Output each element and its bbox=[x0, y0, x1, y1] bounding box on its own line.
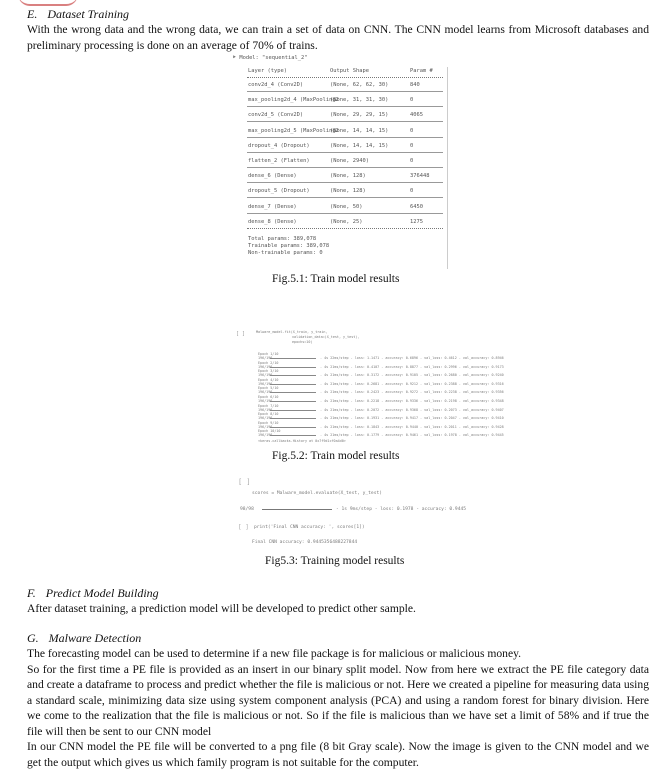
output-shape: (None, 25) bbox=[330, 218, 363, 225]
section-e-heading bbox=[27, 7, 129, 22]
output-shape: (None, 29, 29, 15) bbox=[330, 112, 389, 119]
epoch-metrics: - 4s 21ms/step - loss: 0.2072 - accuracy: 0.9368 - val_loss: 0.2073 - val_accuracy: 0.9407 bbox=[320, 407, 504, 412]
epoch-progress-bar bbox=[270, 427, 316, 428]
output-shape: (None, 128) bbox=[330, 188, 366, 195]
params-total-line: Total params: 389,078 bbox=[248, 236, 317, 242]
section-f-paragraph: After dataset training, a prediction model will be developed to predict other sample. bbox=[27, 602, 416, 615]
row-separator bbox=[247, 91, 443, 92]
epoch-progress-line bbox=[258, 416, 504, 421]
epoch-progress-line bbox=[258, 407, 504, 412]
section-g-paragraph-3: In our CNN model the PE file will be converted to a png file (8 bit Gray scale). Now the image is given to the CNN model and we get the output which gives us which family program is not suitable for the computer. bbox=[27, 740, 649, 769]
param-count: 840 bbox=[410, 82, 420, 88]
section-f-letter: F. bbox=[27, 586, 36, 600]
epoch-steps: 196/196 bbox=[258, 364, 273, 369]
model-summary-header: ⯈ Model: "sequential_2" bbox=[232, 55, 308, 61]
model-summary-table bbox=[245, 67, 448, 269]
epoch-progress-bar bbox=[270, 435, 316, 436]
epoch-label: Epoch 2/10 bbox=[258, 360, 279, 365]
epoch-progress-line bbox=[258, 373, 504, 378]
print-code: print('Final CNN accuracy: ', scores[1]) bbox=[254, 525, 365, 530]
params-total-line: Trainable params: 389,078 bbox=[248, 243, 330, 249]
row-separator bbox=[247, 152, 443, 153]
param-count: 0 bbox=[410, 158, 414, 164]
output-shape: (None, 14, 14, 15) bbox=[330, 127, 389, 134]
epoch-metrics: - 4s 21ms/step - loss: 0.4107 - accuracy: 0.8877 - val_loss: 0.2996 - val_accuracy: 0.9173 bbox=[320, 364, 504, 369]
final-accuracy-output: Final CNN accuracy: 0.9445356488227844 bbox=[252, 540, 358, 545]
history-output: <keras.callbacks.History at 0x7f9d1cf0a4d0> bbox=[258, 439, 346, 443]
epoch-steps: 196/196 bbox=[258, 381, 273, 386]
epoch-metrics: - 4s 21ms/step - loss: 0.2681 - accuracy: 0.9212 - val_loss: 0.2388 - val_accuracy: 0.9316 bbox=[320, 381, 504, 386]
param-count: 0 bbox=[410, 97, 414, 104]
figure-5-1-model-summary bbox=[232, 55, 447, 270]
figure-5-2-caption: Fig.5.2: Train model results bbox=[272, 450, 400, 462]
evaluate-steps: 98/98 bbox=[240, 507, 254, 512]
epoch-progress-bar bbox=[270, 358, 316, 359]
epoch-progress-line bbox=[258, 364, 504, 369]
column-header: Layer (type) bbox=[248, 68, 287, 74]
row-separator bbox=[247, 228, 443, 229]
epoch-steps: 196/196 bbox=[258, 399, 273, 403]
section-g-body bbox=[27, 646, 649, 770]
evaluate-metrics: - 1s 9ms/step - loss: 0.1978 - accuracy: 0.9445 bbox=[336, 507, 466, 512]
params-total-line: Non-trainable params: 0 bbox=[248, 250, 323, 256]
output-shape: (None, 31, 31, 30) bbox=[330, 97, 389, 104]
epoch-metrics: - 4s 21ms/step - loss: 0.2423 - accuracy: 0.9272 - val_loss: 0.2238 - val_accuracy: 0.9356 bbox=[320, 390, 504, 395]
section-f-title: Predict Model Building bbox=[45, 586, 159, 600]
epoch-steps: 196/196 bbox=[258, 356, 273, 360]
epoch-steps: 196/196 bbox=[258, 416, 273, 421]
epoch-metrics: - 4s 21ms/step - loss: 0.1779 - accuracy: 0.9461 - val_loss: 0.1978 - val_accuracy: 0.9445 bbox=[320, 433, 504, 438]
evaluate-progress-bar bbox=[262, 509, 332, 510]
epoch-metrics: - 4s 21ms/step - loss: 0.1843 - accuracy: 0.9440 - val_loss: 0.2011 - val_accuracy: 0.9428 bbox=[320, 424, 504, 429]
param-count: 1275 bbox=[410, 218, 423, 225]
output-run-icon: ⯈ bbox=[232, 55, 237, 61]
row-separator bbox=[247, 137, 443, 138]
epoch-steps: 196/196 bbox=[258, 390, 273, 395]
layer-type: dense_6 (Dense) bbox=[248, 173, 297, 180]
param-count: 0 bbox=[410, 127, 414, 134]
epoch-steps: 196/196 bbox=[258, 407, 273, 412]
section-g-paragraph-2: So for the first time a PE file is provided as an insert in our binary split model. Now from here we extract the PE file category data and create a dataframe to process and predict whether the file is malicious or not. Here we created a pipeline for measuring data using a standard scale, minimizing data size using system component analysis (PCA) and using a random forest for binary division. Here we come to the realization that the file is malicious or not. So if the file is malicious than we have set a limit of 58% and if true the file will then be sent to our CNN model bbox=[27, 662, 649, 738]
row-separator bbox=[247, 167, 443, 168]
layer-type: dropout_5 (Dropout) bbox=[248, 188, 310, 195]
epoch-label: Epoch 9/10 bbox=[258, 420, 279, 425]
param-count: 0 bbox=[410, 142, 414, 149]
output-shape: (None, 14, 14, 15) bbox=[330, 142, 389, 149]
epoch-progress-bar bbox=[270, 384, 316, 385]
output-shape: (None, 128) bbox=[330, 173, 366, 180]
epoch-progress-line bbox=[258, 381, 504, 386]
epoch-progress-bar bbox=[270, 375, 316, 376]
epoch-metrics: - 4s 21ms/step - loss: 0.2218 - accuracy: 0.9336 - val_loss: 0.2198 - val_accuracy: 0.9348 bbox=[320, 399, 504, 403]
layer-type: dense_7 (Dense) bbox=[248, 203, 297, 210]
epoch-steps: 196/196 bbox=[258, 424, 273, 429]
epoch-label: Epoch 7/10 bbox=[258, 403, 279, 408]
epoch-label: Epoch 5/10 bbox=[258, 386, 279, 391]
epoch-progress-bar bbox=[270, 367, 316, 368]
figure-5-1-caption: Fig.5.1: Train model results bbox=[272, 273, 400, 285]
section-e-paragraph: With the wrong data and the wrong data, we can train a set of data on CNN. The CNN model learns from Microsoft databases and preliminary processing is done on an average of 70% of trains. bbox=[27, 23, 649, 52]
param-count: 6450 bbox=[410, 203, 423, 210]
section-g-title: Malware Detection bbox=[48, 631, 142, 645]
epoch-progress-bar bbox=[270, 401, 316, 402]
epoch-progress-line bbox=[258, 356, 504, 360]
epoch-steps: 196/196 bbox=[258, 433, 273, 438]
epoch-metrics: - 4s 22ms/step - loss: 1.1471 - accuracy: 0.6896 - val_loss: 0.4612 - val_accuracy: 0.8946 bbox=[320, 356, 504, 360]
cell-bracket: [ ] bbox=[236, 331, 246, 337]
epoch-steps: 196/196 bbox=[258, 373, 273, 378]
figure-5-3-evaluation bbox=[238, 476, 466, 551]
epoch-progress-line bbox=[258, 424, 504, 429]
figure-5-3-caption: Fig5.3: Training model results bbox=[265, 555, 405, 567]
epoch-label: Epoch 6/10 bbox=[258, 395, 279, 399]
epoch-progress-bar bbox=[270, 418, 316, 419]
layer-type: dense_8 (Dense) bbox=[248, 218, 297, 225]
epoch-label: Epoch 10/10 bbox=[258, 429, 281, 434]
layer-type: conv2d_5 (Conv2D) bbox=[248, 112, 304, 119]
epoch-progress-line bbox=[258, 433, 504, 438]
row-separator bbox=[247, 197, 443, 198]
header-separator bbox=[247, 77, 443, 78]
epoch-metrics: - 4s 21ms/step - loss: 0.3172 - accuracy: 0.9105 - val_loss: 0.2680 - val_accuracy: 0.9240 bbox=[320, 373, 504, 378]
epoch-label: Epoch 8/10 bbox=[258, 412, 279, 417]
epoch-progress-bar bbox=[270, 392, 316, 393]
epoch-progress-line bbox=[258, 399, 504, 403]
output-shape: (None, 50) bbox=[330, 203, 363, 210]
section-e-title: Dataset Training bbox=[47, 7, 130, 21]
epoch-metrics: - 4s 21ms/step - loss: 0.1931 - accuracy: 0.9417 - val_loss: 0.2047 - val_accuracy: 0.9410 bbox=[320, 416, 504, 421]
top-decoration bbox=[18, 0, 78, 6]
output-shape: (None, 2940) bbox=[330, 158, 369, 164]
param-count: 0 bbox=[410, 188, 414, 195]
fit-code-line: Malware_model.fit(X_train, y_train, bbox=[256, 330, 328, 334]
section-g-heading bbox=[27, 631, 141, 646]
layer-type: flatten_2 (Flatten) bbox=[248, 158, 310, 164]
cell-bracket-2: [ ] bbox=[238, 524, 249, 531]
column-header: Param # bbox=[410, 68, 433, 74]
layer-type: max_pooling2d_4 (MaxPooling2 bbox=[248, 97, 339, 104]
row-separator bbox=[247, 121, 443, 122]
layer-type: max_pooling2d_5 (MaxPooling2 bbox=[248, 127, 339, 134]
column-header: Output Shape bbox=[330, 68, 369, 74]
epoch-progress-bar bbox=[270, 410, 316, 411]
evaluate-code: scores = Malware_model.evaluate(X_test, y_test) bbox=[252, 491, 382, 496]
figure-5-2-training-log bbox=[236, 330, 504, 445]
param-count: 4065 bbox=[410, 112, 423, 119]
output-shape: (None, 62, 62, 30) bbox=[330, 82, 389, 88]
section-f-heading bbox=[27, 586, 159, 601]
epoch-label: Epoch 1/10 bbox=[258, 352, 279, 356]
section-g-letter: G. bbox=[27, 631, 39, 645]
layer-type: conv2d_4 (Conv2D) bbox=[248, 82, 304, 88]
epoch-progress-line bbox=[258, 390, 504, 395]
row-separator bbox=[247, 213, 443, 214]
section-g-paragraph-1: The forecasting model can be used to determine if a new file package is for malicious or malicious money. bbox=[27, 647, 522, 660]
epoch-label: Epoch 3/10 bbox=[258, 369, 279, 374]
row-separator bbox=[247, 106, 443, 107]
epoch-label: Epoch 4/10 bbox=[258, 377, 279, 382]
layer-type: dropout_4 (Dropout) bbox=[248, 142, 310, 149]
section-e-letter: E. bbox=[27, 7, 38, 21]
param-count: 376448 bbox=[410, 173, 430, 180]
row-separator bbox=[247, 182, 443, 183]
cell-bracket-1: [ ] bbox=[238, 478, 251, 486]
fit-code-line: validation_data=(X_test, y_test), bbox=[292, 335, 360, 339]
fit-code-line: epochs=10) bbox=[292, 340, 313, 344]
